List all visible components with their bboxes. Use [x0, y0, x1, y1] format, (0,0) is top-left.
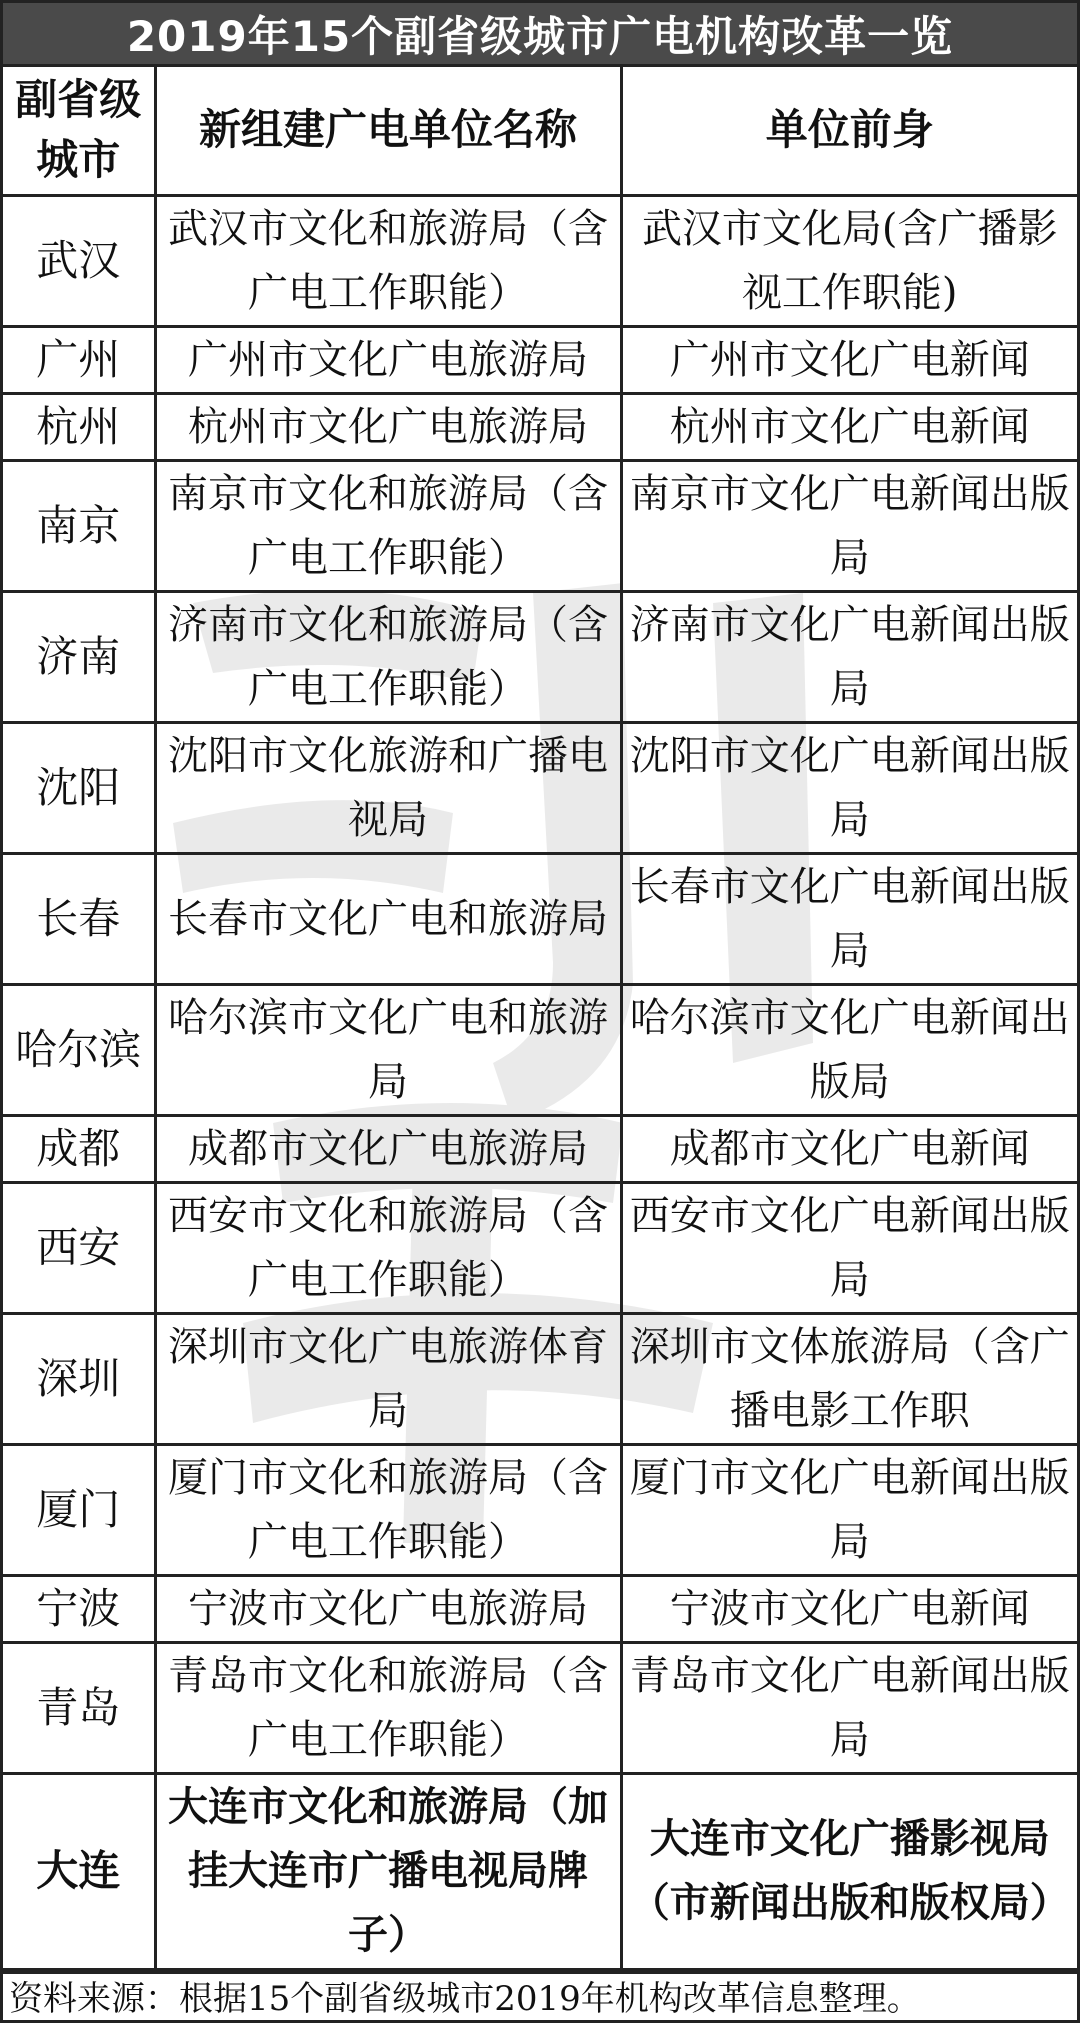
row-new-unit: 武汉市文化和旅游局（含广电工作职能） — [155, 195, 621, 326]
row-new-unit: 沈阳市文化旅游和广播电视局 — [155, 722, 621, 853]
row-predecessor: 广州市文化广电新闻 — [621, 326, 1077, 393]
row-city: 长春 — [3, 853, 155, 984]
table-row — [3, 1642, 1077, 1773]
row-city: 深圳 — [3, 1313, 155, 1444]
row-city: 厦门 — [3, 1444, 155, 1575]
table-row — [3, 326, 1077, 393]
row-new-unit: 厦门市文化和旅游局（含广电工作职能） — [155, 1444, 621, 1575]
row-city: 哈尔滨 — [3, 984, 155, 1115]
row-predecessor: 深圳市文体旅游局（含广播电影工作职 — [621, 1313, 1077, 1444]
source-note: 资料来源：根据15个副省级城市2019年机构改革信息整理。 — [3, 1971, 1077, 2024]
row-new-unit: 广州市文化广电旅游局 — [155, 326, 621, 393]
table-row — [3, 1575, 1077, 1642]
reform-table — [3, 67, 1077, 1971]
row-new-unit: 长春市文化广电和旅游局 — [155, 853, 621, 984]
row-predecessor: 青岛市文化广电新闻出版局 — [621, 1642, 1077, 1773]
row-city: 成都 — [3, 1115, 155, 1182]
row-city: 武汉 — [3, 195, 155, 326]
table-row — [3, 722, 1077, 853]
header-city: 副省级城市 — [3, 67, 155, 195]
table-row — [3, 195, 1077, 326]
row-new-unit: 深圳市文化广电旅游体育局 — [155, 1313, 621, 1444]
row-predecessor: 西安市文化广电新闻出版局 — [621, 1182, 1077, 1313]
table-header-row — [3, 67, 1077, 195]
table-row — [3, 853, 1077, 984]
row-predecessor: 南京市文化广电新闻出版局 — [621, 460, 1077, 591]
header-predecessor: 单位前身 — [621, 67, 1077, 195]
row-city: 西安 — [3, 1182, 155, 1313]
table-row — [3, 1444, 1077, 1575]
row-predecessor: 成都市文化广电新闻 — [621, 1115, 1077, 1182]
table-row — [3, 393, 1077, 460]
row-new-unit: 青岛市文化和旅游局（含广电工作职能） — [155, 1642, 621, 1773]
row-city: 广州 — [3, 326, 155, 393]
page-title: 2019年15个副省级城市广电机构改革一览 — [3, 3, 1077, 67]
row-city: 济南 — [3, 591, 155, 722]
row-city: 南京 — [3, 460, 155, 591]
row-predecessor: 沈阳市文化广电新闻出版局 — [621, 722, 1077, 853]
row-predecessor: 厦门市文化广电新闻出版局 — [621, 1444, 1077, 1575]
table-row — [3, 460, 1077, 591]
table-row — [3, 1182, 1077, 1313]
table-row — [3, 984, 1077, 1115]
row-new-unit: 杭州市文化广电旅游局 — [155, 393, 621, 460]
row-new-unit: 哈尔滨市文化广电和旅游局 — [155, 984, 621, 1115]
table-row — [3, 591, 1077, 722]
row-new-unit: 济南市文化和旅游局（含广电工作职能） — [155, 591, 621, 722]
row-predecessor: 哈尔滨市文化广电新闻出版局 — [621, 984, 1077, 1115]
header-new-unit: 新组建广电单位名称 — [155, 67, 621, 195]
row-predecessor: 济南市文化广电新闻出版局 — [621, 591, 1077, 722]
row-predecessor: 宁波市文化广电新闻 — [621, 1575, 1077, 1642]
row-predecessor: 杭州市文化广电新闻 — [621, 393, 1077, 460]
row-city: 大连 — [3, 1773, 155, 1969]
table-row — [3, 1313, 1077, 1444]
table-row — [3, 1115, 1077, 1182]
row-city: 杭州 — [3, 393, 155, 460]
row-predecessor: 大连市文化广播影视局（市新闻出版和版权局） — [621, 1773, 1077, 1969]
row-new-unit: 南京市文化和旅游局（含广电工作职能） — [155, 460, 621, 591]
row-city: 青岛 — [3, 1642, 155, 1773]
row-city: 宁波 — [3, 1575, 155, 1642]
row-new-unit: 西安市文化和旅游局（含广电工作职能） — [155, 1182, 621, 1313]
row-city: 沈阳 — [3, 722, 155, 853]
table-row — [3, 1773, 1077, 1969]
row-new-unit: 成都市文化广电旅游局 — [155, 1115, 621, 1182]
row-new-unit: 大连市文化和旅游局（加挂大连市广播电视局牌子） — [155, 1773, 621, 1969]
row-predecessor: 武汉市文化局(含广播影视工作职能) — [621, 195, 1077, 326]
row-predecessor: 长春市文化广电新闻出版局 — [621, 853, 1077, 984]
row-new-unit: 宁波市文化广电旅游局 — [155, 1575, 621, 1642]
